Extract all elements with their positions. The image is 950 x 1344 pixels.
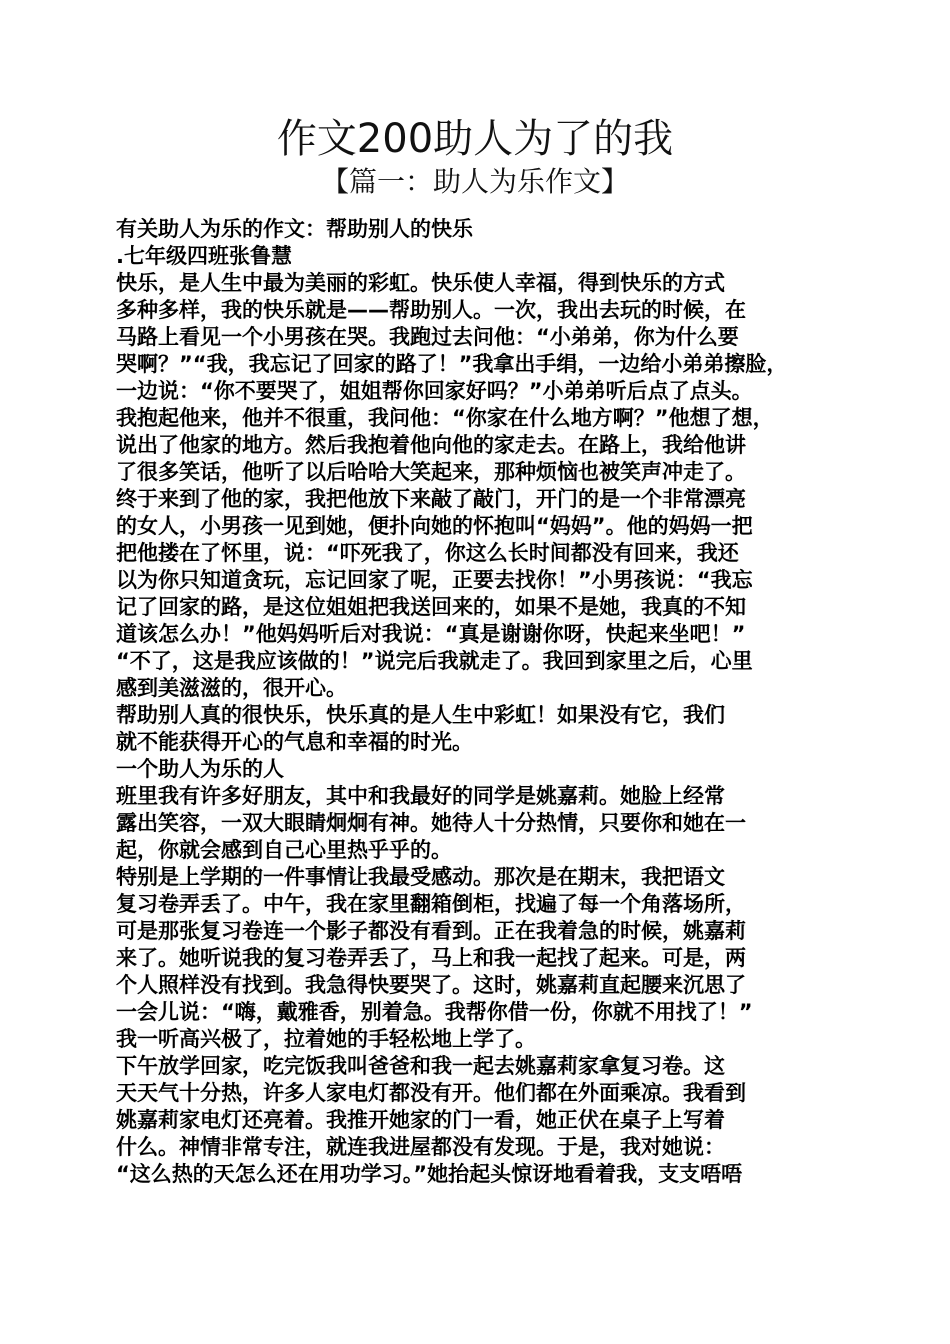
text-line: 一边说：“你不要哭了，姐姐帮你回家好吗？”小弟弟听后点了点头。 — [116, 379, 753, 403]
text-line: 哭啊？”“我，我忘记了回家的路了！”我拿出手绢，一边给小弟弟擦脸， — [116, 352, 788, 376]
text-line: 天天气十分热，许多人家电灯都没有开。他们都在外面乘凉。我看到 — [116, 1081, 746, 1105]
text-line: 感到美滋滋的，很开心。 — [116, 676, 347, 700]
text-line: 个人照样没有找到。我急得快要哭了。这时，姚嘉莉直起腰来沉思了 — [116, 973, 746, 997]
document-body — [116, 216, 846, 1188]
document-subtitle: 【篇一：助人为乐作文】 — [320, 165, 629, 198]
text-line: “这么热的天怎么还在用功学习。”她抬起头惊讶地看着我，支支唔唔 — [116, 1162, 743, 1186]
text-line: “不了，这是我应该做的！”说完后我就走了。我回到家里之后，心里 — [116, 649, 753, 673]
text-line: 我抱起他来，他并不很重，我问他：“你家在什么地方啊？”他想了想， — [116, 406, 774, 430]
text-line: 有关助人为乐的作文：帮助别人的快乐 — [116, 217, 473, 241]
text-line: 什么。神情非常专注，就连我进屋都没有发现。于是，我对她说： — [116, 1135, 725, 1159]
text-line: 一会儿说：“嗨，戴雅香，别着急。我帮你借一份，你就不用找了！” — [116, 1000, 753, 1024]
text-line: 马路上看见一个小男孩在哭。我跑过去问他：“小弟弟，你为什么要 — [116, 325, 739, 349]
text-line: 复习卷弄丢了。中午，我在家里翻箱倒柜，找遍了每一个角落场所， — [116, 892, 746, 916]
text-line: 帮助别人真的很快乐，快乐真的是人生中彩虹！如果没有它，我们 — [116, 703, 725, 727]
text-line: .七年级四班张鲁慧 — [116, 244, 292, 268]
text-line: 以为你只知道贪玩，忘记回家了呢，正要去找你！”小男孩说：“我忘 — [116, 568, 753, 592]
text-line: 露出笑容，一双大眼睛炯炯有神。她待人十分热情，只要你和她在一 — [116, 811, 746, 835]
text-line: 可是那张复习卷连一个影子都没有看到。正在我着急的时候，姚嘉莉 — [116, 919, 746, 943]
text-line: 来了。她听说我的复习卷弄丢了，马上和我一起找了起来。可是，两 — [116, 946, 746, 970]
text-line: 的女人，小男孩一见到她，便扑向她的怀抱叫“妈妈”。他的妈妈一把 — [116, 514, 753, 538]
text-line: 道该怎么办！”他妈妈听后对我说：“真是谢谢你呀，快起来坐吧！” — [116, 622, 746, 646]
text-line: 多种多样，我的快乐就是——帮助别人。一次，我出去玩的时候，在 — [116, 298, 746, 322]
document-title: 作文200助人为了的我 — [276, 116, 674, 162]
text-line: 我一听高兴极了，拉着她的手轻松地上学了。 — [116, 1027, 536, 1051]
text-line: 记了回家的路，是这位姐姐把我送回来的，如果不是她，我真的不知 — [116, 595, 746, 619]
text-line: 下午放学回家，吃完饭我叫爸爸和我一起去姚嘉莉家拿复习卷。这 — [116, 1054, 725, 1078]
text-line: 了很多笑话，他听了以后哈哈大笑起来，那种烦恼也被笑声冲走了。 — [116, 460, 746, 484]
text-line: 快乐，是人生中最为美丽的彩虹。快乐使人幸福，得到快乐的方式 — [116, 271, 725, 295]
text-line: 说出了他家的地方。然后我抱着他向他的家走去。在路上，我给他讲 — [116, 433, 746, 457]
text-line: 一个助人为乐的人 — [116, 757, 284, 781]
text-line: 终于来到了他的家，我把他放下来敲了敲门，开门的是一个非常漂亮 — [116, 487, 746, 511]
text-line: 班里我有许多好朋友，其中和我最好的同学是姚嘉莉。她脸上经常 — [116, 784, 725, 808]
text-line: 起，你就会感到自己心里热乎乎的。 — [116, 838, 452, 862]
text-line: 把他搂在了怀里，说：“吓死我了，你这么长时间都没有回来，我还 — [116, 541, 739, 565]
text-line: 特别是上学期的一件事情让我最受感动。那次是在期末，我把语文 — [116, 865, 725, 889]
text-line: 姚嘉莉家电灯还亮着。我推开她家的门一看，她正伏在桌子上写着 — [116, 1108, 725, 1132]
text-line: 就不能获得开心的气息和幸福的时光。 — [116, 730, 473, 754]
